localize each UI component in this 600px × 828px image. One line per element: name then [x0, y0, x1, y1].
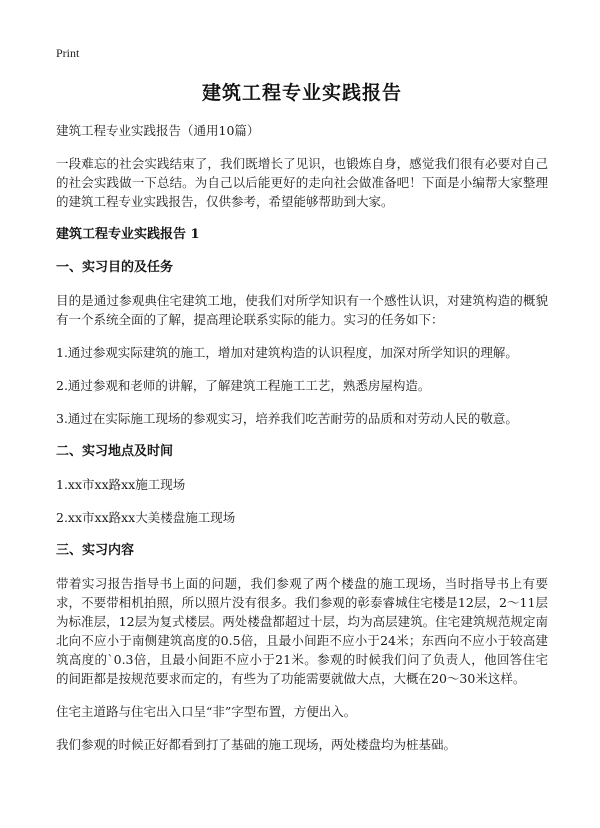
- report-heading: 建筑工程专业实践报告 1: [56, 227, 200, 242]
- list-item: 3.通过在实际施工现场的参观实习，培养我们吃苦耐劳的品质和对劳动人民的敬意。: [56, 411, 518, 426]
- list-item: 2.通过参观和老师的讲解，了解建筑工程施工工艺，熟悉房屋构造。: [56, 378, 431, 393]
- subtitle: 建筑工程专业实践报告（通用10篇）: [56, 123, 260, 138]
- document-body: [56, 78, 548, 768]
- intro-paragraph: 一段难忘的社会实践结束了，我们既增长了见识，也锻炼自身，感觉我们很有必要对自己的社会实践做一下总结。为自己以后能更好的走向社会做准备吧！下面是小编帮大家整理的建筑工程专业实践报告，仅供参考，希望能够帮助到大家。: [56, 156, 548, 209]
- section-heading-location: 二、实习地点及时间: [56, 444, 174, 459]
- content-paragraph: 带着实习报告指导书上面的问题，我们参观了两个楼盘的施工现场，当时指导书上有要求，不要带相机拍照，所以照片没有很多。我们参观的彰泰睿城住宅楼是12层，2～11层为标准层，12层为复式楼层。两处楼盘都超过十层，均为高层建筑。住宅建筑规范规定南北向不应小于南侧建筑高度的0.5倍，且最小间距不应小于24米；东西向不应小于较高建筑高度的`0.3倍，且最小间距不应小于21米。参观的时候我们问了负责人，他回答住宅的间距都是按规范要求而定的，有些为了功能需要就做大点，大概在20～30米这样。: [56, 576, 548, 686]
- section-heading-purpose: 一、实习目的及任务: [56, 260, 174, 275]
- list-item: 1.xx市xx路xx施工现场: [56, 477, 186, 492]
- section-heading-content: 三、实习内容: [56, 543, 135, 558]
- print-link[interactable]: Print: [56, 46, 80, 60]
- list-item: 2.xx市xx路xx大美楼盘施工现场: [56, 510, 236, 525]
- page-title: 建筑工程专业实践报告: [201, 82, 402, 104]
- list-item: 1.通过参观实际建筑的施工，增加对建筑构造的认识程度，加深对所学知识的理解。: [56, 345, 518, 360]
- content-paragraph: 住宅主道路与住宅出入口呈“非”字型布置，方便出入。: [56, 704, 357, 719]
- content-paragraph: 我们参观的时候正好都看到打了基础的施工现场，两处楼盘均为桩基础。: [56, 737, 457, 752]
- purpose-paragraph: 目的是通过参观典住宅建筑工地，使我们对所学知识有一个感性认识，对建筑构造的概貌有一个系统全面的了解，提高理论联系实际的能力。实习的任务如下：: [56, 293, 548, 327]
